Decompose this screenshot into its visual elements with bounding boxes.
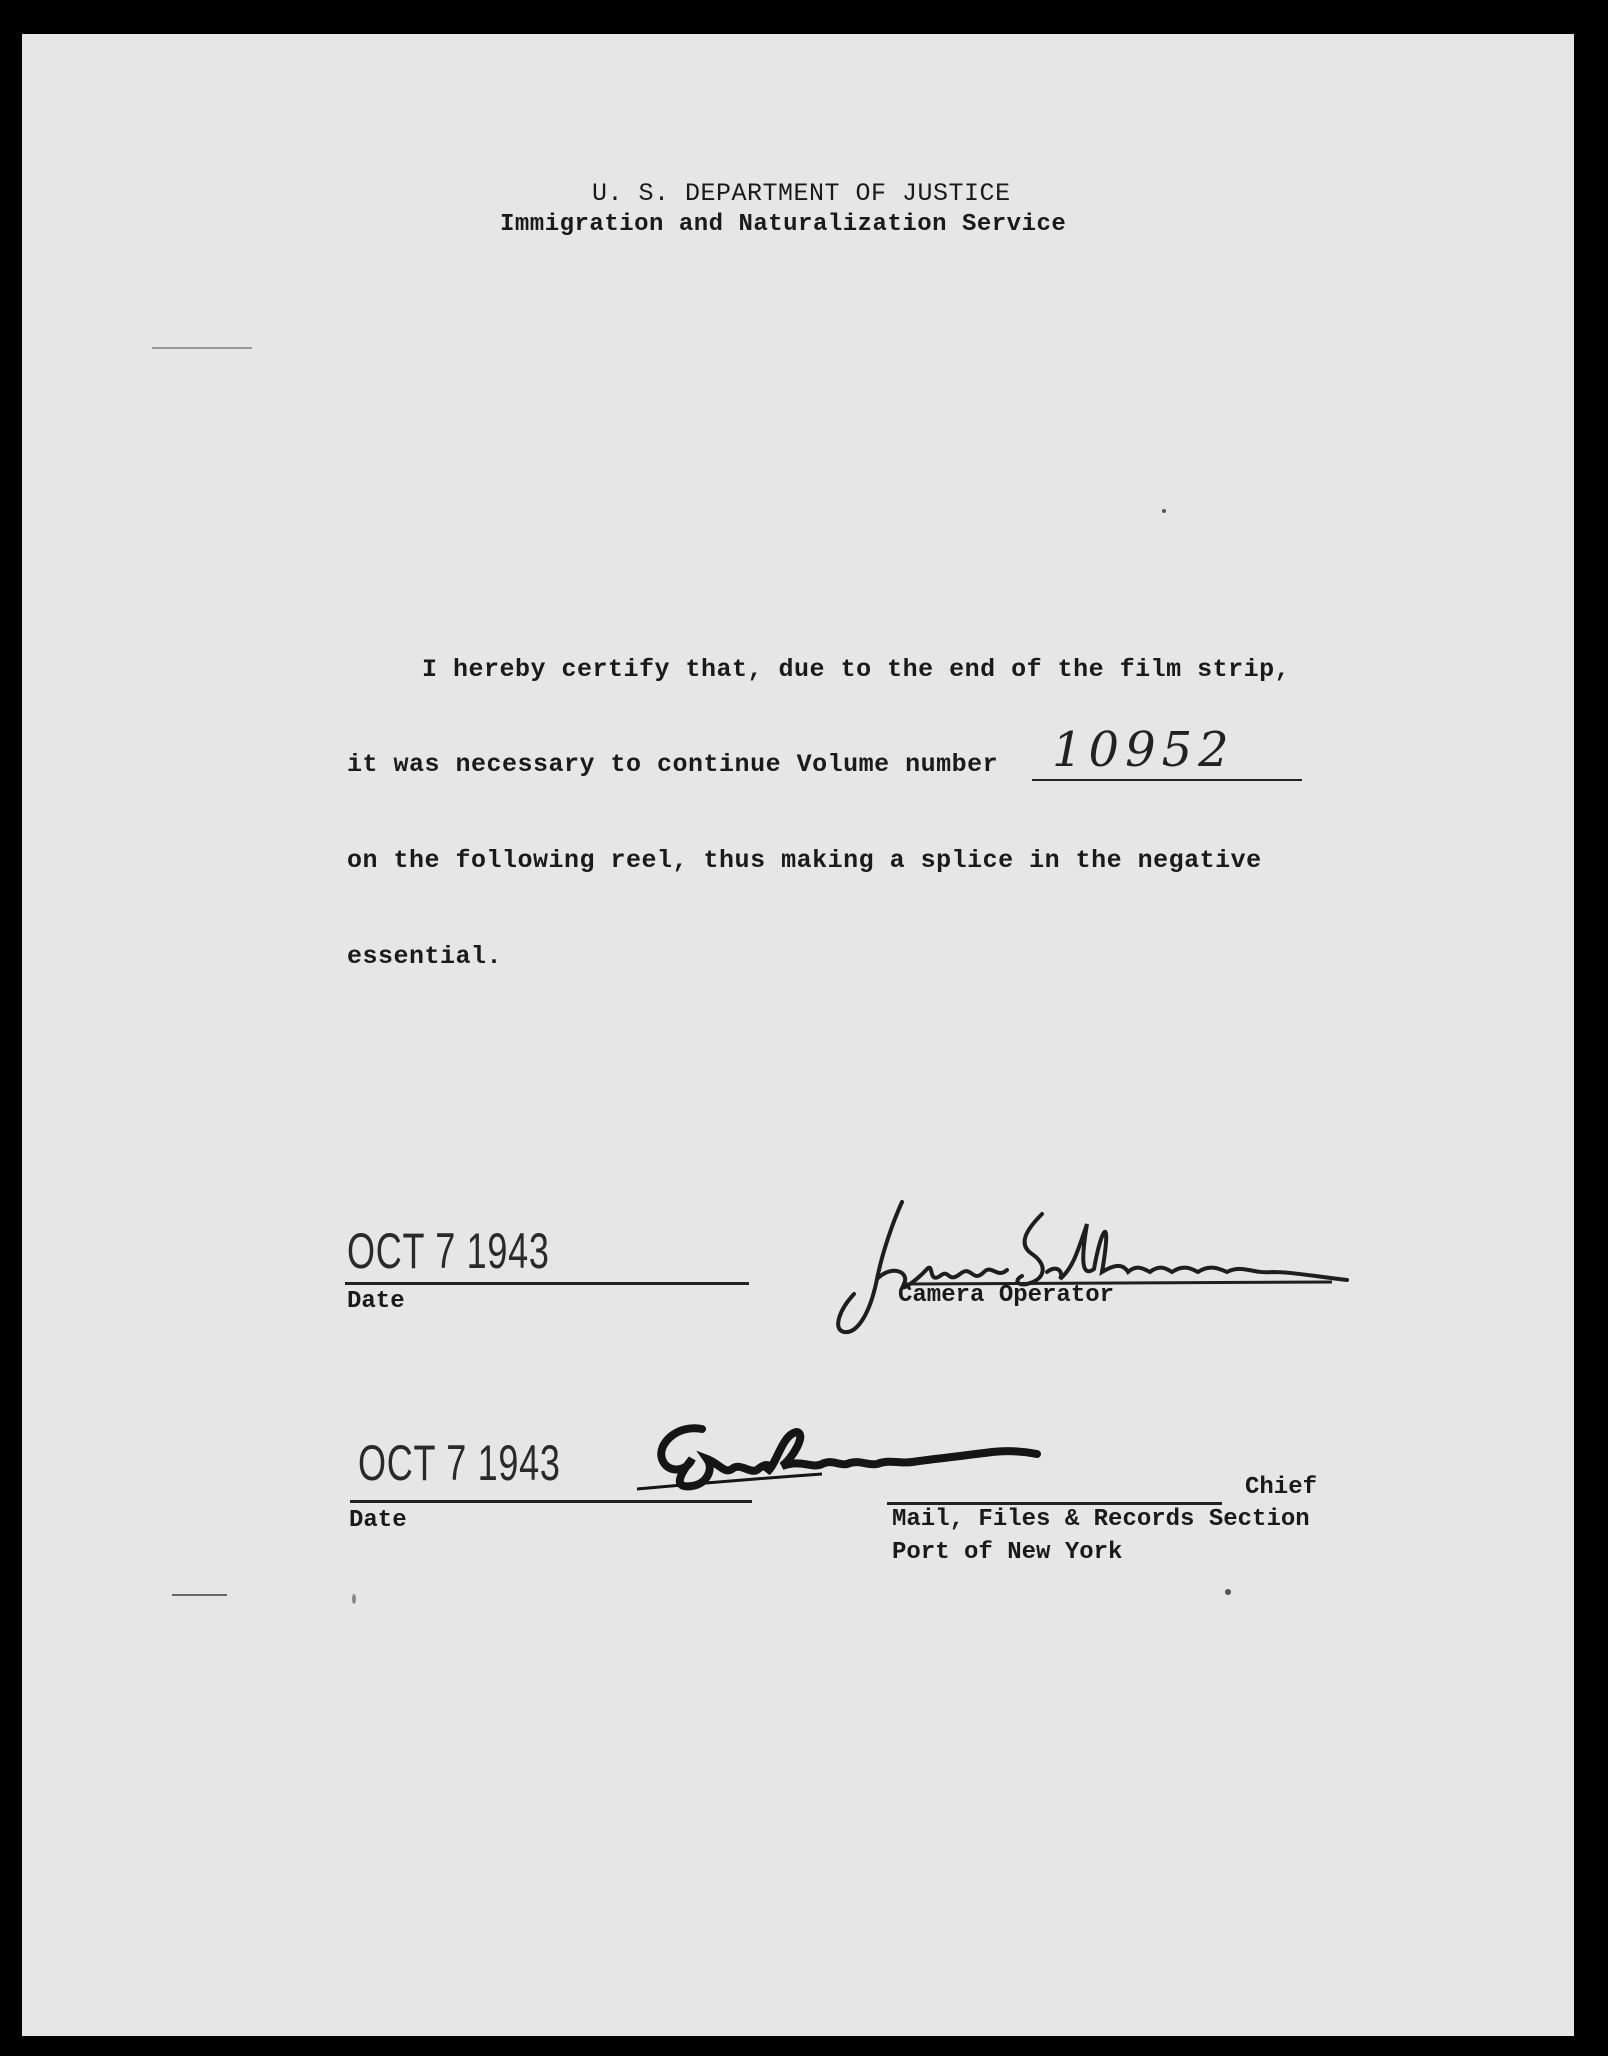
office-line-2: Port of New York	[892, 1539, 1123, 1566]
certification-line-1: I hereby certify that, due to the end of the film strip,	[422, 655, 1291, 684]
certification-line-3: on the following reel, thus making a splice in the negative	[347, 846, 1262, 875]
department-heading: U. S. DEPARTMENT OF JUSTICE	[592, 179, 1011, 208]
date-label-2: Date	[349, 1507, 407, 1534]
chief-title: Chief	[1245, 1474, 1318, 1501]
date-label-1: Date	[347, 1288, 405, 1315]
date-stamp-1: OCT 7 1943	[347, 1223, 550, 1279]
certification-line-4: essential.	[347, 942, 503, 971]
office-line-1: Mail, Files & Records Section	[892, 1506, 1310, 1533]
chief-signature	[632, 1404, 1052, 1514]
scan-artifact-line	[172, 1594, 227, 1596]
volume-number-underline	[1032, 779, 1302, 781]
camera-operator-label: Camera Operator	[898, 1282, 1115, 1309]
volume-number-handwritten: 10952	[1052, 722, 1235, 778]
scan-speck	[1225, 1589, 1231, 1595]
camera-operator-signature	[832, 1184, 1352, 1334]
service-heading: Immigration and Naturalization Service	[500, 211, 1067, 238]
document-page	[22, 34, 1574, 2036]
date-line-1	[345, 1282, 749, 1285]
date-stamp-2: OCT 7 1943	[358, 1435, 561, 1491]
chief-signature-line	[887, 1502, 1222, 1505]
scan-speck	[352, 1594, 356, 1604]
scan-speck	[1162, 509, 1166, 513]
certification-line-2: it was necessary to continue Volume number	[347, 750, 999, 779]
scan-artifact-line	[152, 347, 252, 349]
